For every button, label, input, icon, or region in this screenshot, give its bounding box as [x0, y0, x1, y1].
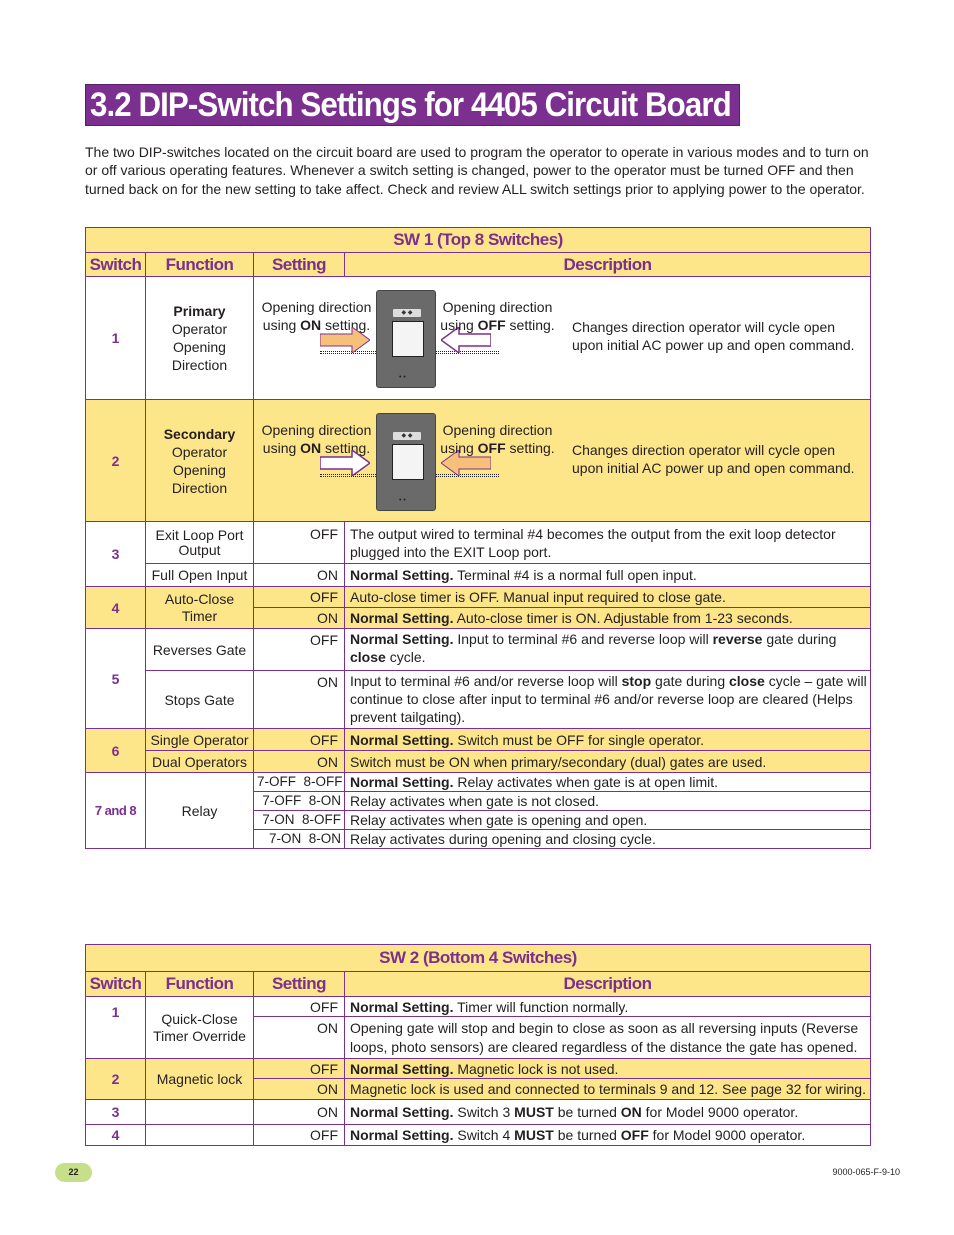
sw1-header-setting: Setting: [254, 253, 345, 277]
direction-off-label: [435, 298, 560, 334]
sw1-title: SW 1 (Top 8 Switches): [86, 228, 871, 253]
sw1-row-2: [86, 400, 871, 522]
sw2-title: SW 2 (Bottom 4 Switches): [86, 945, 871, 972]
switch-number: 3: [86, 522, 146, 587]
description-text: Relay activates when gate is at open limit.: [453, 774, 719, 790]
description-cell: [345, 997, 871, 1017]
description-cell: Relay activates when gate is not closed.: [345, 792, 871, 811]
sw2-row-1a: [86, 997, 871, 1017]
function-line: Direction: [171, 479, 228, 496]
setting-cell: 7-OFF 8-OFF: [254, 773, 345, 792]
direction-cell: [254, 400, 871, 522]
description-cell: [345, 608, 871, 629]
label-word: setting.: [509, 317, 555, 333]
operator-unit-icon: ◆ ◆ • •: [376, 413, 436, 511]
description-text: Changes direction operator will cycle open upon initial AC power up and open command.: [572, 319, 855, 353]
sw1-row-5b: [86, 671, 871, 729]
normal-setting-label: Normal Setting.: [350, 1104, 454, 1120]
description-text: Switch 4: [453, 1127, 515, 1143]
function-cell: Stops Gate: [146, 671, 254, 729]
sw2-header-description: Description: [345, 972, 871, 997]
description-cell: The output wired to terminal #4 becomes the output from the exit loop detector plugged into the EXIT Loop port.: [345, 522, 871, 564]
description-text: for Model 9000 operator.: [641, 1104, 799, 1120]
page-number-badge: 22: [55, 1163, 92, 1182]
direction-cell: [254, 277, 871, 400]
description-text: for Model 9000 operator.: [648, 1127, 806, 1143]
setting-cell: 7-ON 8-OFF: [254, 811, 345, 830]
description-text: Input to terminal #6 and reverse loop will: [453, 631, 713, 647]
sw2-row-4: [86, 1125, 871, 1146]
normal-setting-label: Normal Setting.: [350, 774, 454, 790]
operator-unit-icon: ◆ ◆ • •: [376, 290, 436, 388]
description-text: gate during: [762, 631, 837, 647]
function-cell: [146, 1125, 254, 1146]
sw2-header-setting: Setting: [254, 972, 345, 997]
label-bold: OFF: [477, 317, 506, 333]
label-line: Opening direction: [442, 421, 553, 438]
label-bold: ON: [300, 439, 322, 456]
description-cell: Relay activates during opening and closing cycle.: [345, 830, 871, 849]
description-cell: Auto-close timer is OFF. Manual input required to close gate.: [345, 587, 871, 608]
setting-cell: OFF: [254, 729, 345, 751]
setting-cell: OFF: [254, 629, 345, 671]
sw1-table: [85, 227, 871, 849]
description-bold: stop: [621, 673, 652, 689]
description-text: cycle – gate will continue to close after input to terminal #6 and/or reverse loop are cleared (Helps prevent tailgating).: [350, 673, 867, 725]
label-word: using: [440, 439, 474, 456]
description-cell: [345, 1059, 871, 1079]
setting-cell: OFF: [254, 1059, 345, 1079]
function-cell: Magnetic lock: [146, 1059, 254, 1100]
setting-cell: OFF: [254, 1125, 345, 1146]
description-text: Terminal #4 is a normal full open input.: [453, 567, 697, 583]
description-bold: OFF: [620, 1127, 649, 1143]
description-text: Switch 3: [453, 1104, 515, 1120]
label-word: using: [440, 317, 474, 333]
switch-number: 3: [86, 1100, 146, 1125]
function-cell: Full Open Input: [146, 564, 254, 587]
description-cell: [345, 773, 871, 792]
normal-setting-label: Normal Setting.: [350, 731, 454, 748]
description-bold: reverse: [712, 631, 763, 647]
description-text: Magnetic lock is not used.: [453, 1060, 619, 1077]
function-cell: Exit Loop Port Output: [146, 522, 254, 564]
setting-cell: ON: [254, 671, 345, 729]
label-word: setting.: [509, 439, 555, 456]
sw1-row-1: [86, 277, 871, 400]
sw2-header-switch: Switch: [86, 972, 146, 997]
description-text: Changes direction operator will cycle open upon initial AC power up and open command.: [572, 441, 855, 476]
document-code: 9000-065-F-9-10: [832, 1167, 900, 1177]
function-cell: Reverses Gate: [146, 629, 254, 671]
function-cell: Auto-Close Timer: [146, 587, 254, 629]
sw1-row-6b: [86, 751, 871, 773]
description-cell: [345, 1100, 871, 1125]
setting-cell: 7-ON 8-ON: [254, 830, 345, 849]
label-bold: OFF: [477, 439, 506, 456]
function-line: Operator: [171, 443, 228, 460]
arrow-right-icon: [320, 450, 370, 476]
section-title: 3.2 DIP-Switch Settings for 4405 Circuit Board: [90, 86, 731, 124]
setting-cell: ON: [254, 1017, 345, 1059]
label-word: setting.: [325, 439, 371, 456]
description-cell: [345, 629, 871, 671]
sw2-row-3: [86, 1100, 871, 1125]
section-title-bar: [85, 84, 740, 126]
description-text: Auto-close timer is ON. Adjustable from 1-23 seconds.: [453, 610, 793, 626]
sw1-header-description: Description: [345, 253, 871, 277]
setting-cell: OFF: [254, 587, 345, 608]
description-bold: close: [729, 673, 765, 689]
setting-cell: ON: [254, 1079, 345, 1100]
description-text: cycle.: [385, 649, 426, 665]
setting-cell: ON: [254, 751, 345, 773]
switch-number: 1: [86, 997, 146, 1059]
normal-setting-label: Normal Setting.: [350, 1060, 454, 1077]
description-cell: [345, 729, 871, 751]
label-bold: ON: [300, 317, 322, 333]
setting-cell: 7-OFF 8-ON: [254, 792, 345, 811]
setting-cell: ON: [254, 608, 345, 629]
description-text: Timer will function normally.: [453, 998, 629, 1015]
description-cell: [345, 1125, 871, 1146]
description-cell: [345, 671, 871, 729]
description-cell: Magnetic lock is used and connected to terminals 9 and 12. See page 32 for wiring.: [345, 1079, 871, 1100]
setting-cell: ON: [254, 1100, 345, 1125]
function-line: Direction: [171, 357, 228, 373]
label-line: Opening direction: [261, 299, 372, 315]
function-bold: Secondary: [163, 425, 236, 442]
function-cell: Single Operator: [146, 729, 254, 751]
function-cell: [146, 1100, 254, 1125]
function-cell: [146, 400, 254, 522]
description-cell: Relay activates when gate is opening and open.: [345, 811, 871, 830]
sw1-row-5a: [86, 629, 871, 671]
switch-number: 2: [86, 400, 146, 522]
switch-number: 4: [86, 1125, 146, 1146]
label-word: using: [262, 317, 297, 333]
label-word: using: [262, 439, 297, 456]
normal-setting-label: Normal Setting.: [350, 610, 454, 626]
description-text: be turned: [553, 1104, 621, 1120]
description-text: Input to terminal #6 and/or reverse loop will: [350, 673, 622, 689]
function-cell: Dual Operators: [146, 751, 254, 773]
description-bold: ON: [620, 1104, 642, 1120]
description-bold: close: [350, 649, 386, 665]
switch-number: 7 and 8: [86, 773, 146, 849]
sw1-header-switch: Switch: [86, 253, 146, 277]
switch-number: 4: [86, 587, 146, 629]
sw1-row-7a: [86, 773, 871, 792]
sw2-header-function: Function: [146, 972, 254, 997]
sw1-row-3b: [86, 564, 871, 587]
switch-number: 5: [86, 629, 146, 729]
function-cell: Quick-Close Timer Override: [146, 997, 254, 1059]
sw2-table: [85, 944, 871, 1146]
switch-number: 1: [86, 277, 146, 400]
label-word: setting.: [325, 317, 371, 333]
description-text: gate during: [651, 673, 729, 689]
setting-cell: OFF: [254, 522, 345, 564]
function-cell: Relay: [146, 773, 254, 849]
function-bold: Primary: [173, 303, 226, 319]
description-cell: Switch must be ON when primary/secondary (dual) gates are used.: [345, 751, 871, 773]
function-line: Opening: [173, 339, 226, 355]
sw2-row-2a: [86, 1059, 871, 1079]
function-line: Operator: [171, 321, 228, 337]
switch-number: 2: [86, 1059, 146, 1100]
intro-paragraph: The two DIP-switches located on the circuit board are used to program the operator to operate in various modes and to turn on or off various operating features. Whenever a switch setting is changed, power to the operator must be turned OFF and then turned back on for the new setting to take affect. Check and review ALL switch settings prior to applying power to the operator.: [85, 144, 869, 197]
description-cell: [345, 564, 871, 587]
description-text: Switch must be OFF for single operator.: [453, 731, 705, 748]
switch-number: 6: [86, 729, 146, 773]
label-line: Opening direction: [261, 421, 372, 438]
sw1-row-3a: [86, 522, 871, 564]
normal-setting-label: Normal Setting.: [350, 567, 454, 583]
function-cell: [146, 277, 254, 400]
sw1-header-function: Function: [146, 253, 254, 277]
setting-cell: ON: [254, 564, 345, 587]
sw1-row-4a: [86, 587, 871, 608]
setting-cell: OFF: [254, 997, 345, 1017]
direction-off-label: [435, 421, 560, 457]
description-cell: Opening gate will stop and begin to close as soon as all reversing inputs (Reverse loops, photo sensors) are cleared regardless of the distance the gate has opened.: [345, 1017, 871, 1059]
description-text: be turned: [553, 1127, 621, 1143]
arrow-right-icon: [320, 327, 370, 353]
sw1-row-6a: [86, 729, 871, 751]
function-line: Opening: [173, 461, 226, 478]
normal-setting-label: Normal Setting.: [350, 1127, 454, 1143]
normal-setting-label: Normal Setting.: [350, 631, 454, 647]
label-line: Opening direction: [442, 299, 553, 315]
description-bold: MUST: [514, 1127, 554, 1143]
normal-setting-label: Normal Setting.: [350, 998, 454, 1015]
description-bold: MUST: [514, 1104, 554, 1120]
